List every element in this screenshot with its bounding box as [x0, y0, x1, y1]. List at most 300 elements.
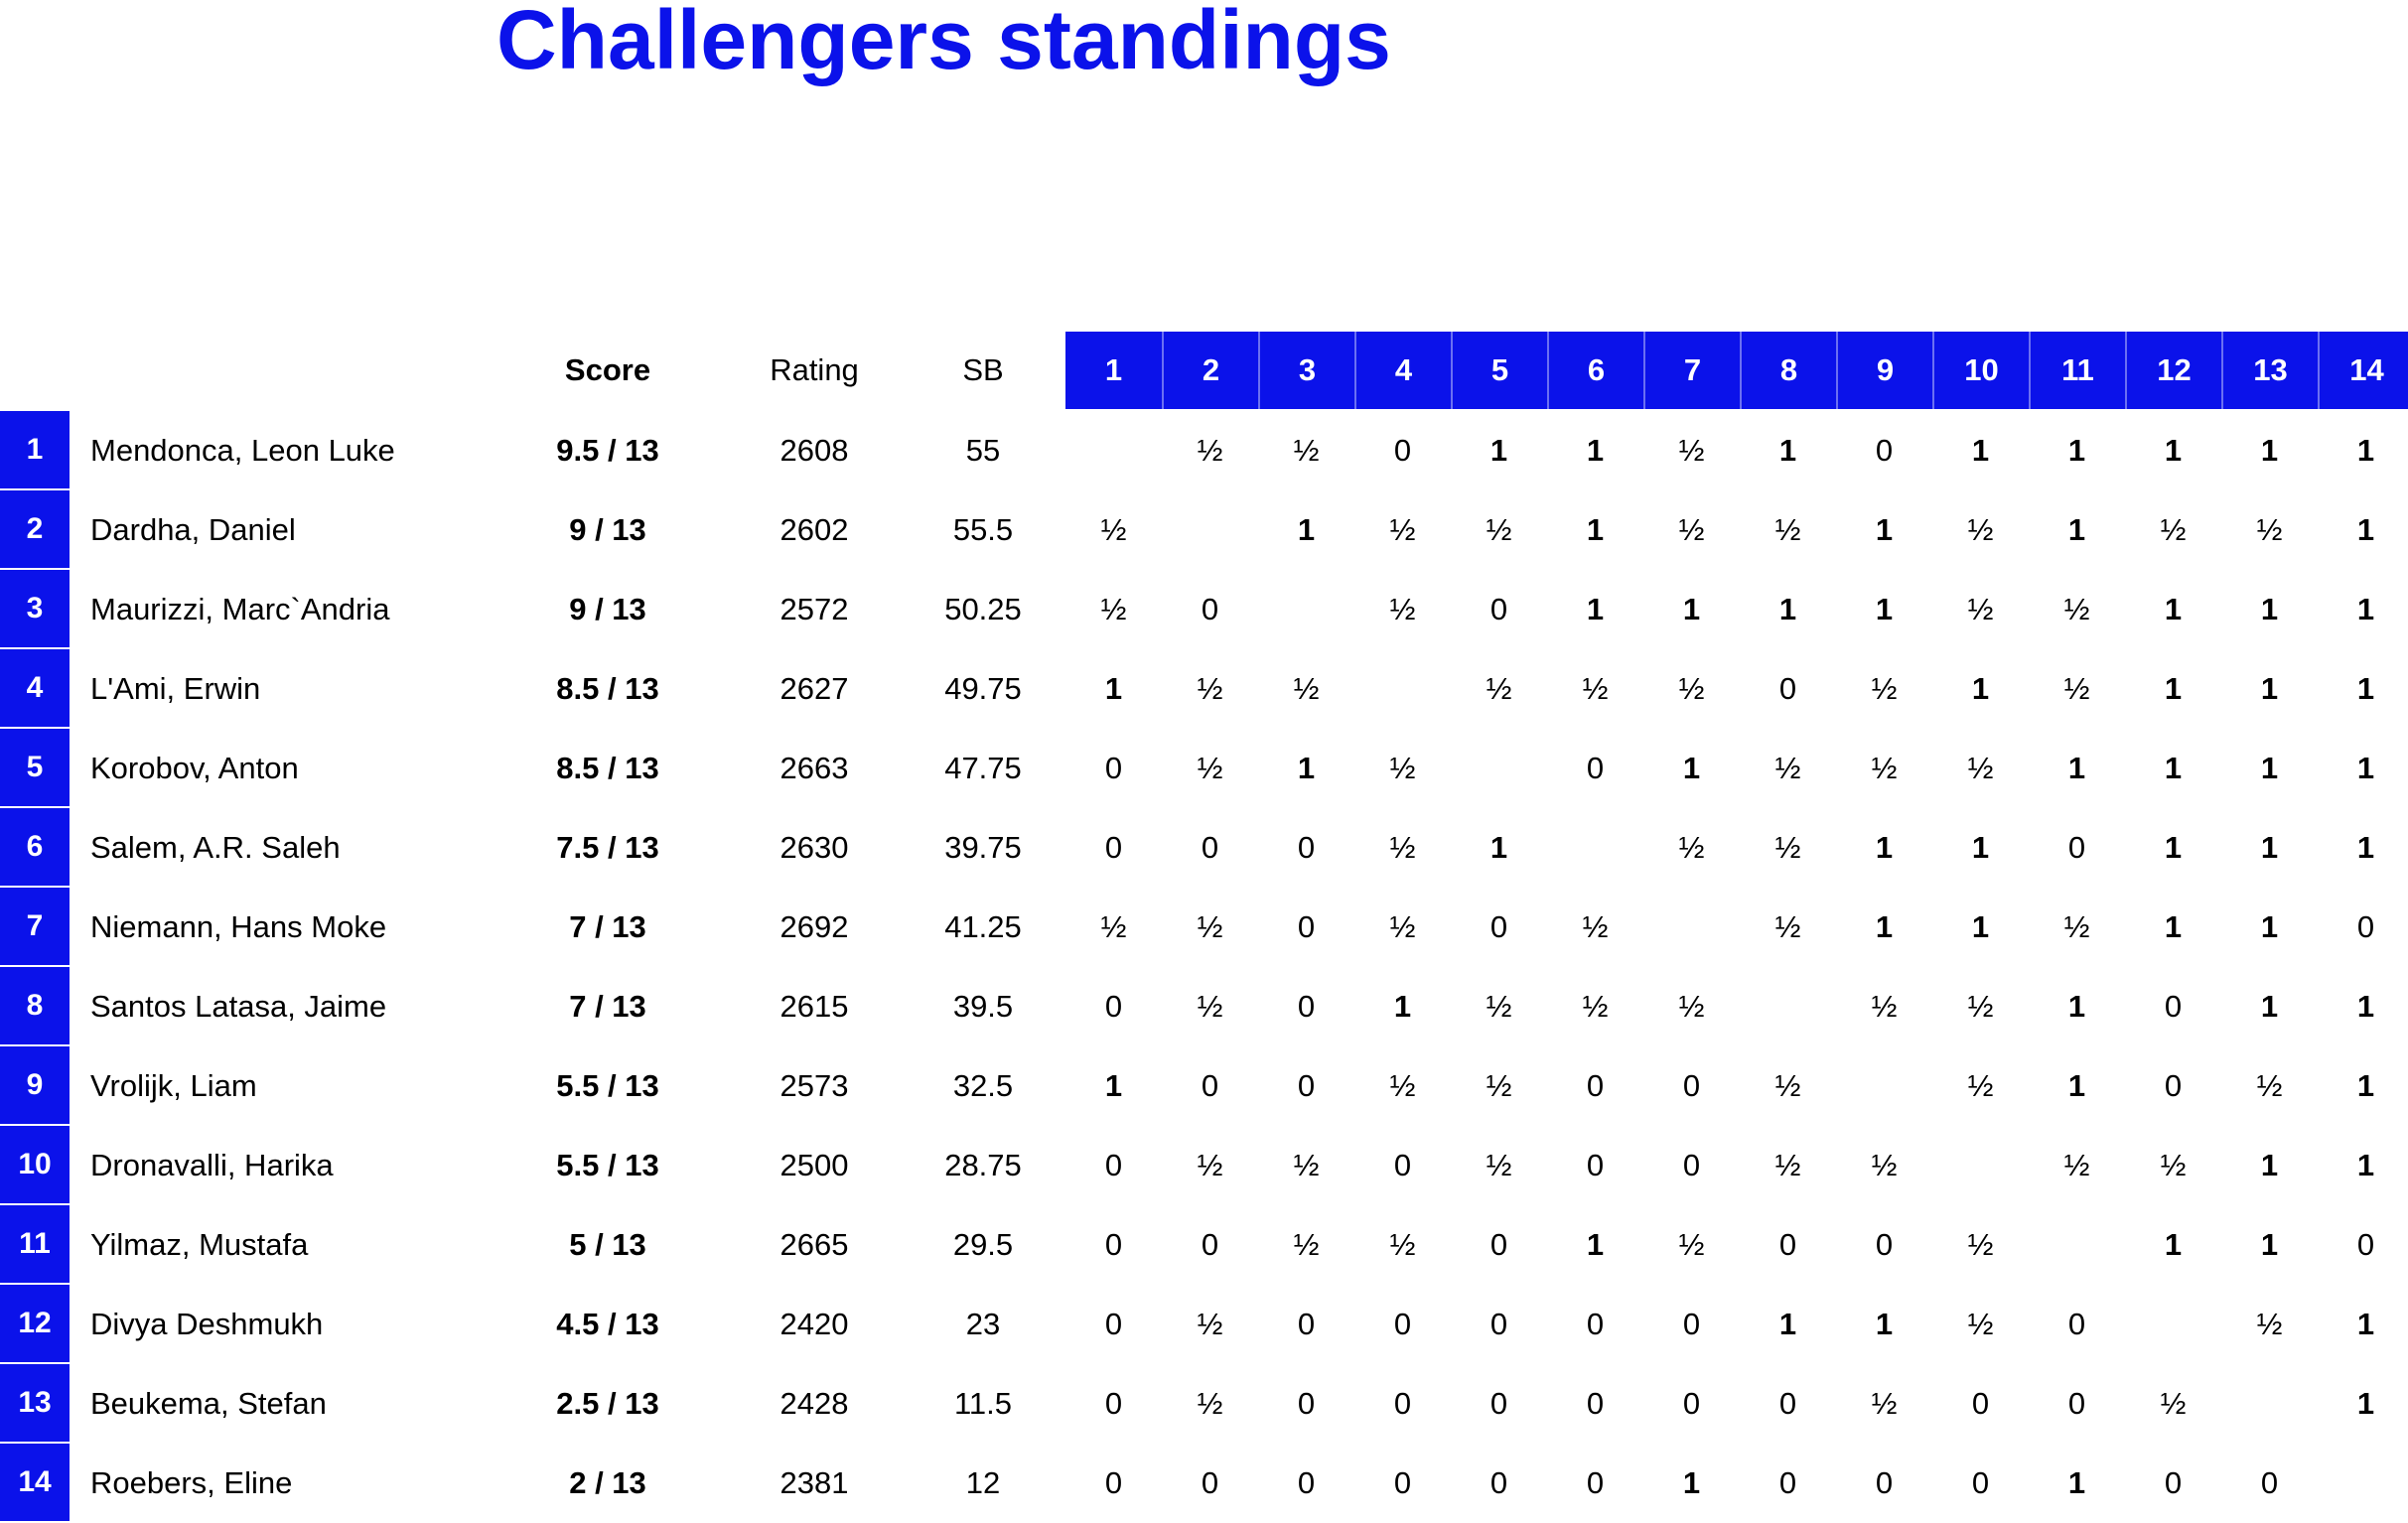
- result-cell: 0: [1778, 1465, 1797, 1500]
- result-cell: 0: [1297, 1386, 1316, 1421]
- result-cell: 0: [1104, 751, 1123, 785]
- rank-badge: 2: [0, 490, 70, 570]
- round-header-14: 14: [2318, 332, 2408, 409]
- table-row: [0, 967, 2408, 1046]
- round-header-6: 6: [1547, 332, 1643, 409]
- result-cell: ½: [1967, 512, 1994, 547]
- player-sb: 55: [965, 433, 1001, 468]
- result-cell: 0: [1201, 1227, 1219, 1262]
- result-cell: 1: [2164, 751, 2183, 785]
- result-cell: 1: [1971, 433, 1990, 468]
- result-cell: 0: [1586, 1307, 1605, 1341]
- result-cell: ½: [1582, 671, 1609, 706]
- result-cell: 0: [2260, 1465, 2279, 1500]
- result-cell: 0: [1201, 830, 1219, 865]
- result-cell: ½: [1774, 1148, 1801, 1182]
- result-cell: [1547, 808, 1643, 888]
- result-cell: ½: [2063, 592, 2090, 626]
- result-cell: 1: [2164, 433, 2183, 468]
- player-rating: 2627: [779, 671, 849, 706]
- table-row: [0, 1205, 2408, 1285]
- table-header-row: [0, 332, 2408, 409]
- player-score: 5.5 / 13: [556, 1148, 659, 1182]
- result-cell: ½: [1197, 909, 1223, 944]
- rank-badge: 13: [0, 1364, 70, 1444]
- result-cell: 1: [2260, 1148, 2279, 1182]
- result-cell: ½: [1774, 1068, 1801, 1103]
- result-cell: 1: [2164, 1227, 2183, 1262]
- result-cell: 1: [2067, 989, 2086, 1024]
- result-cell: 1: [1971, 671, 1990, 706]
- result-cell: ½: [1197, 433, 1223, 468]
- result-cell: 1: [2164, 909, 2183, 944]
- result-cell: ½: [2256, 1307, 2283, 1341]
- result-cell: 0: [2067, 1307, 2086, 1341]
- result-cell: 1: [2260, 909, 2279, 944]
- result-cell: 0: [2356, 1227, 2375, 1262]
- player-sb: 41.25: [944, 909, 1022, 944]
- result-cell: [1451, 729, 1547, 808]
- result-cell: ½: [1197, 671, 1223, 706]
- player-rating: 2692: [779, 909, 849, 944]
- result-cell: 0: [1778, 671, 1797, 706]
- result-cell: 1: [2356, 1307, 2375, 1341]
- result-cell: 1: [1489, 830, 1508, 865]
- round-header-11: 11: [2029, 332, 2125, 409]
- table-row: [0, 1126, 2408, 1205]
- player-rating: 2630: [779, 830, 849, 865]
- player-rating: 2615: [779, 989, 849, 1024]
- result-cell: 1: [1297, 751, 1316, 785]
- player-score: 7.5 / 13: [556, 830, 659, 865]
- player-sb: 39.5: [952, 989, 1014, 1024]
- result-cell: ½: [1678, 433, 1705, 468]
- result-cell: 1: [2260, 751, 2279, 785]
- result-cell: 1: [2356, 989, 2375, 1024]
- player-name: Vrolijk, Liam: [90, 1068, 257, 1103]
- result-cell: ½: [1389, 512, 1416, 547]
- table-row: [0, 1364, 2408, 1444]
- result-cell: 1: [2356, 830, 2375, 865]
- table-row: [0, 888, 2408, 967]
- rank-badge: 14: [0, 1444, 70, 1523]
- result-cell: ½: [1678, 830, 1705, 865]
- table-row: [0, 649, 2408, 729]
- result-cell: 0: [1778, 1386, 1797, 1421]
- player-rating: 2381: [779, 1465, 849, 1500]
- player-score: 2.5 / 13: [556, 1386, 659, 1421]
- result-cell: [1836, 1046, 1932, 1126]
- player-rating: 2573: [779, 1068, 849, 1103]
- round-header-9: 9: [1836, 332, 1932, 409]
- player-name: Dronavalli, Harika: [90, 1148, 334, 1182]
- player-sb: 29.5: [952, 1227, 1014, 1262]
- result-cell: 1: [2067, 751, 2086, 785]
- result-cell: 0: [1201, 1465, 1219, 1500]
- result-cell: 1: [2067, 433, 2086, 468]
- result-cell: 0: [1586, 1465, 1605, 1500]
- result-cell: 1: [2356, 592, 2375, 626]
- result-cell: ½: [1293, 433, 1320, 468]
- result-cell: 1: [1489, 433, 1508, 468]
- rank-badge: 12: [0, 1285, 70, 1364]
- rank-badge: 7: [0, 888, 70, 967]
- result-cell: 0: [1297, 1307, 1316, 1341]
- result-cell: 1: [2260, 1227, 2279, 1262]
- result-cell: 0: [1104, 1227, 1123, 1262]
- player-sb: 49.75: [944, 671, 1022, 706]
- result-cell: ½: [1871, 1148, 1898, 1182]
- result-cell: 0: [2067, 1386, 2086, 1421]
- rating-column-header: Rating: [770, 352, 859, 387]
- result-cell: 0: [1971, 1465, 1990, 1500]
- result-cell: ½: [1967, 1307, 1994, 1341]
- result-cell: 1: [1586, 433, 1605, 468]
- player-score: 4.5 / 13: [556, 1307, 659, 1341]
- result-cell: ½: [1197, 1307, 1223, 1341]
- result-cell: 1: [1682, 751, 1701, 785]
- result-cell: 1: [2356, 671, 2375, 706]
- player-name: Yilmaz, Mustafa: [90, 1227, 309, 1262]
- result-cell: ½: [1293, 1148, 1320, 1182]
- result-cell: ½: [2160, 1386, 2187, 1421]
- result-cell: ½: [1197, 751, 1223, 785]
- result-cell: ½: [1389, 1227, 1416, 1262]
- player-rating: 2500: [779, 1148, 849, 1182]
- player-score: 9.5 / 13: [556, 433, 659, 468]
- result-cell: ½: [1967, 1068, 1994, 1103]
- result-cell: 0: [1393, 1465, 1412, 1500]
- result-cell: 1: [2260, 592, 2279, 626]
- result-cell: ½: [1293, 1227, 1320, 1262]
- player-sb: 23: [965, 1307, 1001, 1341]
- result-cell: 1: [1586, 1227, 1605, 1262]
- player-name: Maurizzi, Marc`Andria: [90, 592, 390, 626]
- rank-badge: 4: [0, 649, 70, 729]
- round-header-8: 8: [1740, 332, 1836, 409]
- player-name: Santos Latasa, Jaime: [90, 989, 387, 1024]
- player-score: 2 / 13: [569, 1465, 646, 1500]
- player-name: Salem, A.R. Saleh: [90, 830, 341, 865]
- result-cell: 0: [1297, 1465, 1316, 1500]
- result-cell: ½: [1100, 592, 1127, 626]
- result-cell: 0: [1971, 1386, 1990, 1421]
- rank-badge: 1: [0, 411, 70, 490]
- result-cell: 1: [1778, 1307, 1797, 1341]
- result-cell: 0: [1489, 592, 1508, 626]
- result-cell: 1: [2260, 433, 2279, 468]
- result-cell: ½: [1389, 909, 1416, 944]
- result-cell: 1: [1971, 830, 1990, 865]
- result-cell: ½: [1678, 512, 1705, 547]
- result-cell: 0: [2356, 909, 2375, 944]
- result-cell: 1: [1104, 671, 1123, 706]
- player-sb: 50.25: [944, 592, 1022, 626]
- player-name: Divya Deshmukh: [90, 1307, 324, 1341]
- result-cell: ½: [1582, 989, 1609, 1024]
- result-cell: 0: [1489, 1386, 1508, 1421]
- result-cell: 1: [1682, 1465, 1701, 1500]
- result-cell: 1: [1875, 1307, 1894, 1341]
- result-cell: ½: [1389, 751, 1416, 785]
- result-cell: 0: [1682, 1068, 1701, 1103]
- round-header-5: 5: [1451, 332, 1547, 409]
- result-cell: 1: [2260, 671, 2279, 706]
- result-cell: ½: [1678, 671, 1705, 706]
- player-score: 9 / 13: [569, 592, 646, 626]
- table-row: [0, 1285, 2408, 1364]
- result-cell: 0: [1682, 1148, 1701, 1182]
- result-cell: ½: [1871, 751, 1898, 785]
- round-header-7: 7: [1643, 332, 1740, 409]
- result-cell: ½: [1678, 989, 1705, 1024]
- standings-table: [0, 332, 2408, 1519]
- result-cell: [2318, 1444, 2408, 1523]
- player-score: 7 / 13: [569, 909, 646, 944]
- result-cell: ½: [1678, 1227, 1705, 1262]
- result-cell: 1: [2260, 989, 2279, 1024]
- page-title: Challengers standings: [496, 0, 1391, 86]
- result-cell: 0: [1393, 1148, 1412, 1182]
- player-sb: 47.75: [944, 751, 1022, 785]
- result-cell: 0: [1104, 1307, 1123, 1341]
- player-sb: 32.5: [952, 1068, 1014, 1103]
- result-cell: ½: [1967, 751, 1994, 785]
- player-score: 7 / 13: [569, 989, 646, 1024]
- result-cell: 1: [2067, 512, 2086, 547]
- result-cell: [1354, 649, 1451, 729]
- result-cell: 1: [2067, 1465, 2086, 1500]
- result-cell: 0: [1104, 989, 1123, 1024]
- result-cell: 0: [1201, 1068, 1219, 1103]
- result-cell: 0: [1489, 1227, 1508, 1262]
- result-cell: ½: [1967, 592, 1994, 626]
- result-cell: 0: [1778, 1227, 1797, 1262]
- result-cell: 1: [2067, 1068, 2086, 1103]
- result-cell: [1932, 1126, 2029, 1205]
- player-name: Beukema, Stefan: [90, 1386, 327, 1421]
- rank-badge: 5: [0, 729, 70, 808]
- result-cell: 1: [1778, 433, 1797, 468]
- result-cell: 0: [1104, 830, 1123, 865]
- player-rating: 2572: [779, 592, 849, 626]
- result-cell: 1: [1875, 592, 1894, 626]
- result-cell: [2029, 1205, 2125, 1285]
- table-row: [0, 1444, 2408, 1523]
- result-cell: 0: [1393, 433, 1412, 468]
- result-cell: 1: [2164, 830, 2183, 865]
- player-score: 5.5 / 13: [556, 1068, 659, 1103]
- result-cell: 1: [1971, 909, 1990, 944]
- rank-badge: 9: [0, 1046, 70, 1126]
- table-row: [0, 570, 2408, 649]
- result-cell: 0: [2164, 989, 2183, 1024]
- result-cell: 0: [1104, 1386, 1123, 1421]
- result-cell: [1643, 888, 1740, 967]
- table-row: [0, 1046, 2408, 1126]
- result-cell: [1162, 490, 1258, 570]
- round-header-4: 4: [1354, 332, 1451, 409]
- result-cell: 0: [1682, 1307, 1701, 1341]
- result-cell: ½: [1100, 909, 1127, 944]
- result-cell: 0: [1393, 1307, 1412, 1341]
- player-rating: 2665: [779, 1227, 849, 1262]
- result-cell: ½: [1389, 592, 1416, 626]
- rank-badge: 3: [0, 570, 70, 649]
- table-row: [0, 808, 2408, 888]
- result-cell: 0: [2067, 830, 2086, 865]
- table-row: [0, 411, 2408, 490]
- table-row: [0, 490, 2408, 570]
- player-sb: 11.5: [953, 1386, 1013, 1421]
- rank-badge: 8: [0, 967, 70, 1046]
- result-cell: ½: [1389, 830, 1416, 865]
- result-cell: 1: [2356, 512, 2375, 547]
- result-cell: ½: [2063, 909, 2090, 944]
- result-cell: 0: [1489, 1465, 1508, 1500]
- result-cell: 1: [1586, 512, 1605, 547]
- result-cell: [2221, 1364, 2318, 1444]
- result-cell: ½: [1486, 671, 1512, 706]
- result-cell: ½: [1100, 512, 1127, 547]
- result-cell: 0: [1586, 1068, 1605, 1103]
- result-cell: 1: [1297, 512, 1316, 547]
- result-cell: 1: [2356, 751, 2375, 785]
- player-rating: 2420: [779, 1307, 849, 1341]
- result-cell: ½: [1197, 1386, 1223, 1421]
- result-cell: 0: [1104, 1465, 1123, 1500]
- result-cell: 0: [1586, 1148, 1605, 1182]
- result-cell: 1: [2356, 1068, 2375, 1103]
- result-cell: 1: [2356, 1148, 2375, 1182]
- result-cell: 1: [1875, 830, 1894, 865]
- result-cell: ½: [1871, 989, 1898, 1024]
- result-cell: 0: [1297, 830, 1316, 865]
- result-cell: ½: [2160, 512, 2187, 547]
- result-cell: 0: [1489, 1307, 1508, 1341]
- table-row: [0, 729, 2408, 808]
- result-cell: 1: [1778, 592, 1797, 626]
- result-cell: ½: [2063, 671, 2090, 706]
- round-header-bar: [1065, 332, 2408, 409]
- round-header-13: 13: [2221, 332, 2318, 409]
- result-cell: 0: [1586, 751, 1605, 785]
- result-cell: 1: [1875, 512, 1894, 547]
- player-name: Mendonca, Leon Luke: [90, 433, 395, 468]
- player-score: 5 / 13: [569, 1227, 646, 1262]
- result-cell: [1065, 411, 1162, 490]
- result-cell: 0: [1489, 909, 1508, 944]
- result-cell: 0: [2164, 1068, 2183, 1103]
- player-name: L'Ami, Erwin: [90, 671, 261, 706]
- player-sb: 39.75: [944, 830, 1022, 865]
- result-cell: ½: [1197, 1148, 1223, 1182]
- result-cell: 1: [1875, 909, 1894, 944]
- round-header-2: 2: [1162, 332, 1258, 409]
- player-sb: 28.75: [944, 1148, 1022, 1182]
- result-cell: 0: [1297, 909, 1316, 944]
- result-cell: 1: [2356, 1386, 2375, 1421]
- result-cell: ½: [1774, 909, 1801, 944]
- result-cell: ½: [2063, 1148, 2090, 1182]
- result-cell: 1: [1586, 592, 1605, 626]
- player-sb: 12: [965, 1465, 1001, 1500]
- result-cell: 0: [1104, 1148, 1123, 1182]
- result-cell: 1: [1104, 1068, 1123, 1103]
- player-score: 9 / 13: [569, 512, 646, 547]
- result-cell: ½: [2256, 512, 2283, 547]
- sb-column-header: SB: [962, 352, 1004, 387]
- result-cell: 0: [1297, 1068, 1316, 1103]
- result-cell: ½: [1486, 1148, 1512, 1182]
- player-name: Dardha, Daniel: [90, 512, 296, 547]
- result-cell: 1: [2356, 433, 2375, 468]
- round-header-3: 3: [1258, 332, 1354, 409]
- score-column-header: Score: [564, 352, 651, 387]
- result-cell: ½: [1486, 1068, 1512, 1103]
- rank-badge: 6: [0, 808, 70, 888]
- result-cell: 0: [1682, 1386, 1701, 1421]
- result-cell: 1: [2164, 671, 2183, 706]
- result-cell: 0: [1875, 433, 1894, 468]
- result-cell: ½: [1774, 751, 1801, 785]
- round-header-10: 10: [1932, 332, 2029, 409]
- result-cell: 0: [1586, 1386, 1605, 1421]
- result-cell: ½: [1582, 909, 1609, 944]
- player-score: 8.5 / 13: [556, 751, 659, 785]
- player-rating: 2428: [779, 1386, 849, 1421]
- result-cell: ½: [1774, 830, 1801, 865]
- rank-badge: 10: [0, 1126, 70, 1205]
- result-cell: 0: [1393, 1386, 1412, 1421]
- rank-badge: 11: [0, 1205, 70, 1285]
- player-rating: 2663: [779, 751, 849, 785]
- result-cell: [1258, 570, 1354, 649]
- result-cell: 1: [1393, 989, 1412, 1024]
- result-cell: ½: [1197, 989, 1223, 1024]
- result-cell: 0: [1297, 989, 1316, 1024]
- result-cell: 0: [1875, 1227, 1894, 1262]
- result-cell: ½: [1967, 1227, 1994, 1262]
- round-header-1: 1: [1104, 352, 1123, 387]
- player-name: Niemann, Hans Moke: [90, 909, 387, 944]
- player-rating: 2608: [779, 433, 849, 468]
- result-cell: ½: [1871, 671, 1898, 706]
- result-cell: 1: [1682, 592, 1701, 626]
- result-cell: [1740, 967, 1836, 1046]
- player-rating: 2602: [779, 512, 849, 547]
- result-cell: 0: [1875, 1465, 1894, 1500]
- result-cell: ½: [2160, 1148, 2187, 1182]
- player-name: Roebers, Eline: [90, 1465, 293, 1500]
- result-cell: 1: [2260, 830, 2279, 865]
- round-header-12: 12: [2125, 332, 2221, 409]
- result-cell: 0: [1201, 592, 1219, 626]
- result-cell: ½: [1389, 1068, 1416, 1103]
- result-cell: [2125, 1285, 2221, 1364]
- result-cell: ½: [1967, 989, 1994, 1024]
- result-cell: 1: [2164, 592, 2183, 626]
- result-cell: 0: [2164, 1465, 2183, 1500]
- player-name: Korobov, Anton: [90, 751, 299, 785]
- result-cell: ½: [1774, 512, 1801, 547]
- result-cell: ½: [1486, 989, 1512, 1024]
- result-cell: ½: [1871, 1386, 1898, 1421]
- result-cell: ½: [2256, 1068, 2283, 1103]
- player-score: 8.5 / 13: [556, 671, 659, 706]
- result-cell: ½: [1486, 512, 1512, 547]
- player-sb: 55.5: [952, 512, 1014, 547]
